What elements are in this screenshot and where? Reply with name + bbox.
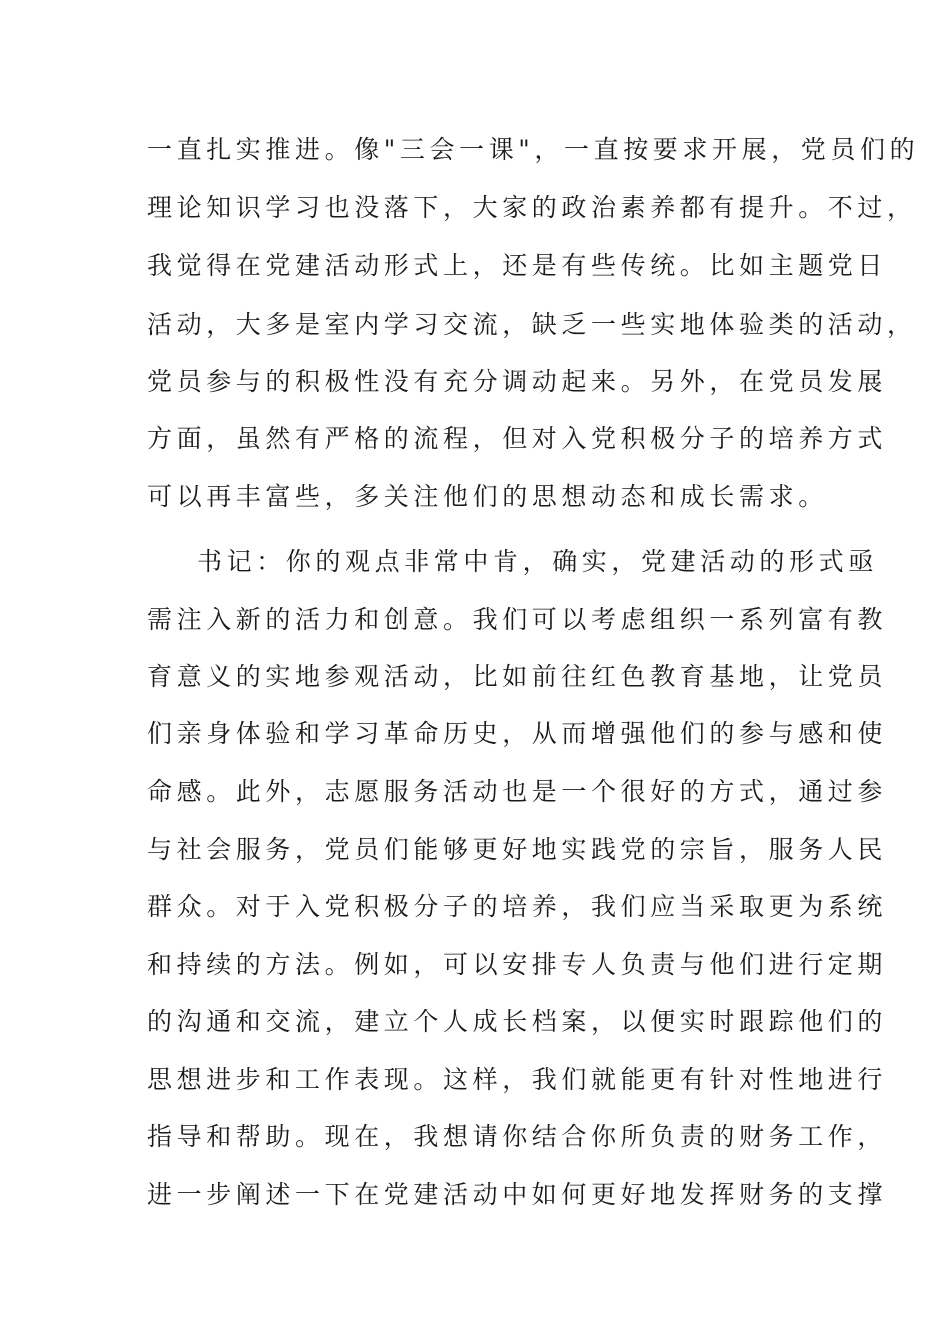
text-line: 们亲身体验和学习革命历史，从而增强他们的参与感和使 bbox=[147, 719, 888, 748]
text-line: 思想进步和工作表现。这样，我们就能更有针对性地进行 bbox=[147, 1065, 888, 1094]
text-line: 群众。对于入党积极分子的培养，我们应当采取更为系统 bbox=[147, 892, 888, 921]
text-line: 书记：你的观点非常中肯，确实，党建活动的形式亟 bbox=[197, 547, 878, 576]
text-line: 一直扎实推进。像"三会一课"，一直按要求开展，党员们的 bbox=[147, 135, 920, 164]
text-line: 和持续的方法。例如，可以安排专人负责与他们进行定期 bbox=[147, 950, 888, 979]
text-line: 方面，虽然有严格的流程，但对入党积极分子的培养方式 bbox=[147, 424, 888, 453]
text-line: 的沟通和交流，建立个人成长档案，以便实时跟踪他们的 bbox=[147, 1007, 888, 1036]
text-line: 与社会服务，党员们能够更好地实践党的宗旨，服务人民 bbox=[147, 835, 888, 864]
text-line: 活动，大多是室内学习交流，缺乏一些实地体验类的活动， bbox=[147, 310, 917, 339]
text-line: 进一步阐述一下在党建活动中如何更好地发挥财务的支撑 bbox=[147, 1180, 888, 1209]
text-line: 理论知识学习也没落下，大家的政治素养都有提升。不过， bbox=[147, 193, 917, 222]
text-line: 党员参与的积极性没有充分调动起来。另外，在党员发展 bbox=[147, 367, 888, 396]
text-line: 指导和帮助。现在，我想请你结合你所负责的财务工作， bbox=[147, 1122, 888, 1151]
text-line: 我觉得在党建活动形式上，还是有些传统。比如主题党日 bbox=[147, 251, 888, 280]
text-line: 命感。此外，志愿服务活动也是一个很好的方式，通过参 bbox=[147, 777, 888, 806]
text-line: 育意义的实地参观活动，比如前往红色教育基地，让党员 bbox=[147, 662, 888, 691]
text-line: 需注入新的活力和创意。我们可以考虑组织一系列富有教 bbox=[147, 605, 888, 634]
text-line: 可以再丰富些，多关注他们的思想动态和成长需求。 bbox=[147, 482, 828, 511]
